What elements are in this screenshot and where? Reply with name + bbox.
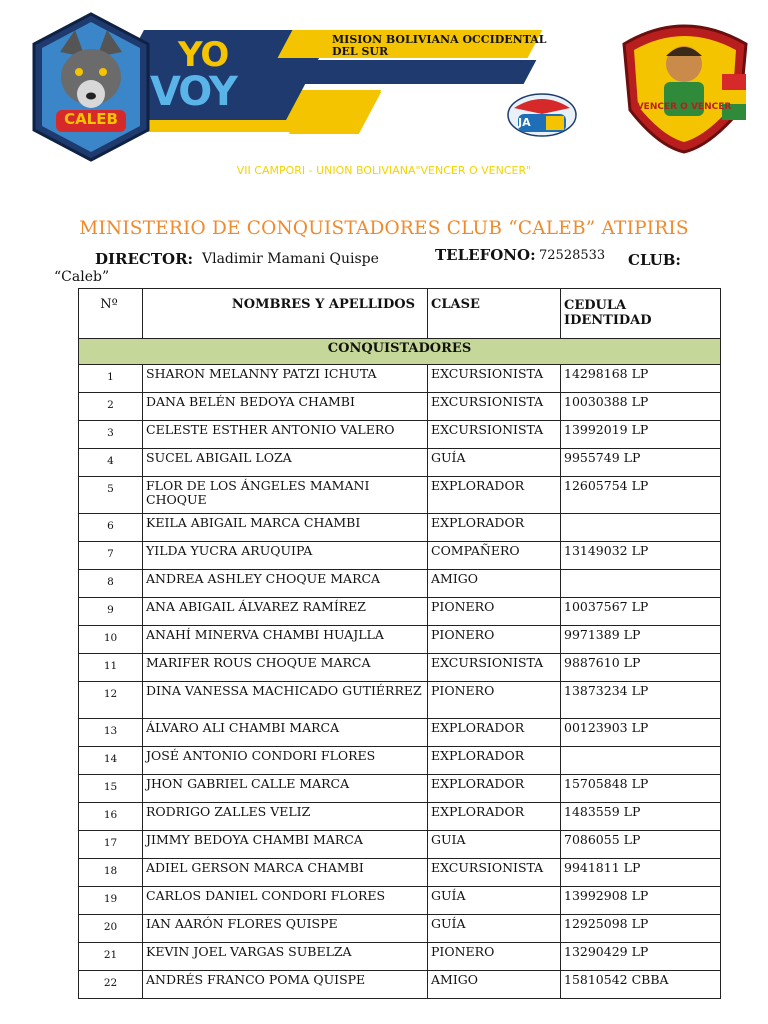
club-label: CLUB: [628,251,681,269]
row-name: ÁLVARO ALI CHAMBI MARCA [143,719,428,747]
row-number: 21 [79,943,143,971]
header-cedula: CEDULA IDENTIDAD [561,289,721,339]
slogan-line1: YO [178,35,229,75]
row-cedula: 7086055 LP [561,831,721,859]
row-number: 4 [79,449,143,477]
row-number: 10 [79,626,143,654]
table-row [79,626,721,654]
table-row [79,421,721,449]
table-row [79,514,721,542]
members-table [78,288,721,999]
telefono-value: 72528533 [539,248,606,263]
row-number: 11 [79,654,143,682]
row-name: ANDRÉS FRANCO POMA QUISPE [143,971,428,999]
row-number: 12 [79,682,143,719]
mision-name: MISION BOLIVIANA OCCIDENTAL DEL SUR [332,33,547,58]
row-clase: EXPLORADOR [428,803,561,831]
row-name: JHON GABRIEL CALLE MARCA [143,775,428,803]
slogan-line2: VOY [150,69,236,115]
table-row [79,449,721,477]
header-names: NOMBRES Y APELLIDOS [143,289,428,339]
row-name: ANDREA ASHLEY CHOQUE MARCA [143,570,428,598]
row-clase: EXPLORADOR [428,477,561,514]
ja-logo [506,92,578,138]
header-banner [0,0,768,160]
yo-voy-slogan [150,35,270,118]
row-clase: EXPLORADOR [428,747,561,775]
table-row [79,971,721,999]
row-name: JIMMY BEDOYA CHAMBI MARCA [143,831,428,859]
table-row [79,887,721,915]
row-clase: PIONERO [428,682,561,719]
table-row [79,831,721,859]
row-cedula: 9941811 LP [561,859,721,887]
page-title: MINISTERIO DE CONQUISTADORES CLUB “CALEB” ATIPIRIS [79,218,689,239]
row-cedula: 13992908 LP [561,887,721,915]
table-row [79,570,721,598]
caleb-logo-text: CALEB [64,110,118,128]
row-number: 8 [79,570,143,598]
row-cedula: 00123903 LP [561,719,721,747]
row-name: YILDA YUCRA ARUQUIPA [143,542,428,570]
row-number: 17 [79,831,143,859]
row-cedula: 13149032 LP [561,542,721,570]
row-clase: EXCURSIONISTA [428,654,561,682]
row-cedula: 13290429 LP [561,943,721,971]
vencer-o-vencer-logo [614,14,756,154]
director-row [0,246,768,290]
row-number: 18 [79,859,143,887]
table-row [79,365,721,393]
row-name: KEILA ABIGAIL MARCA CHAMBI [143,514,428,542]
row-name: IAN AARÓN FLORES QUISPE [143,915,428,943]
table-row [79,719,721,747]
row-number: 6 [79,514,143,542]
row-cedula: 10037567 LP [561,598,721,626]
row-name: SHARON MELANNY PATZI ICHUTA [143,365,428,393]
row-clase: GUÍA [428,915,561,943]
row-name: RODRIGO ZALLES VELIZ [143,803,428,831]
row-name: DANA BELÉN BEDOYA CHAMBI [143,393,428,421]
section-row [79,339,721,365]
row-cedula: 1483559 LP [561,803,721,831]
row-cedula: 13873234 LP [561,682,721,719]
row-number: 7 [79,542,143,570]
row-clase: PIONERO [428,626,561,654]
row-cedula: 9955749 LP [561,449,721,477]
banner-stripe [294,60,537,84]
row-clase: PIONERO [428,598,561,626]
row-number: 3 [79,421,143,449]
header-number: Nº [79,289,143,339]
row-number: 1 [79,365,143,393]
table-row [79,943,721,971]
row-number: 20 [79,915,143,943]
table-row [79,747,721,775]
row-name: DINA VANESSA MACHICADO GUTIÉRREZ [143,682,428,719]
table-row [79,654,721,682]
row-clase: GUÍA [428,449,561,477]
row-number: 2 [79,393,143,421]
table-row [79,477,721,514]
row-cedula: 13992019 LP [561,421,721,449]
row-cedula: 12925098 LP [561,915,721,943]
row-cedula: 15705848 LP [561,775,721,803]
row-clase: PIONERO [428,943,561,971]
row-number: 19 [79,887,143,915]
table-row [79,775,721,803]
row-cedula: 15810542 CBBA [561,971,721,999]
row-clase: GUIA [428,831,561,859]
table-row [79,803,721,831]
row-name: FLOR DE LOS ÁNGELES MAMANI CHOQUE [143,477,428,514]
row-number: 13 [79,719,143,747]
row-cedula: 10030388 LP [561,393,721,421]
row-clase: COMPAÑERO [428,542,561,570]
header-clase: CLASE [428,289,561,339]
table-row [79,859,721,887]
row-name: CELESTE ESTHER ANTONIO VALERO [143,421,428,449]
row-clase: EXCURSIONISTA [428,859,561,887]
row-cedula [561,747,721,775]
club-name: “Caleb” [54,269,110,285]
table-header-row [79,289,721,339]
table-row [79,542,721,570]
row-number: 14 [79,747,143,775]
row-clase: GUÍA [428,887,561,915]
row-name: CARLOS DANIEL CONDORI FLORES [143,887,428,915]
row-cedula [561,570,721,598]
row-name: KEVIN JOEL VARGAS SUBELZA [143,943,428,971]
row-name: ANAHÍ MINERVA CHAMBI HUAJLLA [143,626,428,654]
director-name: Vladimir Mamani Quispe [202,251,379,267]
row-number: 5 [79,477,143,514]
row-name: JOSÉ ANTONIO CONDORI FLORES [143,747,428,775]
section-label: CONQUISTADORES [79,339,721,365]
row-clase: AMIGO [428,971,561,999]
row-cedula: 9887610 LP [561,654,721,682]
row-name: ADIEL GERSON MARCA CHAMBI [143,859,428,887]
row-clase: EXPLORADOR [428,514,561,542]
row-number: 16 [79,803,143,831]
row-clase: EXCURSIONISTA [428,421,561,449]
row-name: SUCEL ABIGAIL LOZA [143,449,428,477]
row-number: 15 [79,775,143,803]
row-clase: EXPLORADOR [428,719,561,747]
row-clase: EXPLORADOR [428,775,561,803]
row-clase: EXCURSIONISTA [428,393,561,421]
row-cedula [561,514,721,542]
row-clase: EXCURSIONISTA [428,365,561,393]
table-row [79,393,721,421]
telefono-label: TELEFONO: [435,246,536,264]
director-label: DIRECTOR: [95,250,194,268]
row-number: 22 [79,971,143,999]
row-cedula: 14298168 LP [561,365,721,393]
campori-subtitle: VII CAMPORI - UNION BOLIVIANA"VENCER O VENCER" [236,164,532,177]
table-row [79,682,721,719]
vencer-logo-text: VENCER O VENCER [636,102,732,112]
row-clase: AMIGO [428,570,561,598]
caleb-wolf-logo [30,12,152,162]
row-cedula: 9971389 LP [561,626,721,654]
row-name: MARIFER ROUS CHOQUE MARCA [143,654,428,682]
table-row [79,915,721,943]
ja-logo-text: JA [518,116,531,129]
row-cedula: 12605754 LP [561,477,721,514]
row-number: 9 [79,598,143,626]
table-row [79,598,721,626]
row-name: ANA ABIGAIL ÁLVAREZ RAMÍREZ [143,598,428,626]
